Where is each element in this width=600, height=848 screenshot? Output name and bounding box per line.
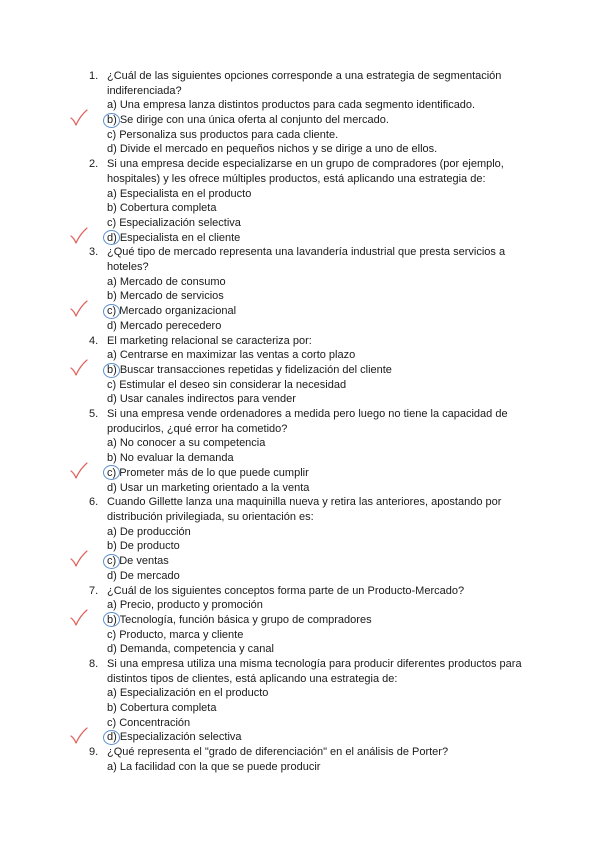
question-number: 5. bbox=[89, 408, 99, 421]
question-text: 4. El marketing relacional se caracteriza por: bbox=[89, 334, 312, 347]
question-text: 9. ¿Qué representa el "grado de diferenciación" en el análisis de Porter? bbox=[89, 746, 449, 759]
answer-option[interactable]: c) De ventas bbox=[107, 555, 169, 568]
question-text: 5. Si una empresa vende ordenadores a medida pero luego no tiene la capacidad de bbox=[89, 408, 508, 421]
question-text: 8. Si una empresa utiliza una misma tecnología para producir diferentes productos para bbox=[89, 658, 522, 670]
answer-option[interactable]: b) Se dirige con una única oferta al conjunto del mercado. bbox=[107, 114, 389, 127]
question-text: hoteles? bbox=[107, 261, 149, 274]
question-5 bbox=[80, 407, 520, 495]
question-text: 1. ¿Cuál de las siguientes opciones corresponde a una estrategia de segmentación bbox=[89, 70, 502, 82]
question-number: 4. bbox=[89, 334, 99, 347]
question-text: 7. ¿Cuál de los siguientes conceptos forma parte de un Producto-Mercado? bbox=[89, 584, 465, 597]
question-text: indiferenciada? bbox=[107, 84, 182, 97]
answer-option[interactable]: a) La facilidad con la que se puede producir bbox=[107, 760, 321, 773]
answer-option[interactable]: d) Especialización selectiva bbox=[107, 731, 242, 744]
answer-option[interactable]: a) No conocer a su competencia bbox=[107, 437, 266, 450]
question-text: 6. Cuando Gillette lanza una maquinilla nueva y retira las anteriores, apostando por bbox=[89, 496, 502, 509]
answer-option[interactable]: d) Usar un marketing orientado a la venta bbox=[107, 481, 310, 494]
question-9 bbox=[80, 745, 520, 774]
answer-option[interactable]: c) Prometer más de lo que puede cumplir bbox=[107, 466, 309, 479]
answer-option[interactable]: c) Estimular el deseo sin considerar la necesidad bbox=[107, 378, 347, 391]
answer-option[interactable]: a) Mercado de consumo bbox=[107, 275, 226, 288]
question-8 bbox=[80, 657, 520, 745]
question-number: 9. bbox=[89, 746, 99, 759]
answer-option[interactable]: d) Mercado perecedero bbox=[107, 319, 222, 332]
answer-option[interactable]: a) Especialización en el producto bbox=[107, 687, 269, 700]
answer-option[interactable]: b) Tecnología, función básica y grupo de compradores bbox=[107, 613, 372, 626]
answer-option[interactable]: b) De producto bbox=[107, 540, 180, 553]
answer-option[interactable]: a) Una empresa lanza distintos productos para cada segmento identificado. bbox=[107, 99, 476, 112]
answer-option[interactable]: b) Cobertura completa bbox=[107, 202, 217, 215]
question-number: 7. bbox=[89, 584, 99, 597]
answer-option[interactable]: a) Especialista en el producto bbox=[107, 187, 252, 200]
answer-option[interactable]: d) Divide el mercado en pequeños nichos y se dirige a uno de ellos. bbox=[107, 143, 438, 156]
answer-option[interactable]: a) Centrarse en maximizar las ventas a corto plazo bbox=[107, 349, 356, 362]
answer-option[interactable]: b) Cobertura completa bbox=[107, 702, 217, 715]
question-text: distribución privilegiada, su orientación es: bbox=[107, 510, 314, 523]
answer-option[interactable]: d) Usar canales indirectos para vender bbox=[107, 393, 296, 406]
answer-option[interactable]: d) De mercado bbox=[107, 569, 180, 582]
answer-option[interactable]: b) Buscar transacciones repetidas y fidelización del cliente bbox=[107, 363, 392, 376]
answer-option[interactable]: c) Especialización selectiva bbox=[107, 216, 241, 229]
answer-option[interactable]: c) Personaliza sus productos para cada cliente. bbox=[107, 128, 339, 141]
answer-option[interactable]: c) Concentración bbox=[107, 716, 191, 729]
question-6 bbox=[80, 495, 520, 583]
question-number: 6. bbox=[89, 496, 99, 509]
question-number: 1. bbox=[89, 70, 99, 82]
question-3 bbox=[80, 245, 520, 333]
question-text: producirlos, ¿qué error ha cometido? bbox=[107, 422, 288, 435]
question-text: 3. ¿Qué tipo de mercado representa una lavandería industrial que presta servicios a bbox=[89, 246, 506, 259]
answer-option[interactable]: c) Producto, marca y cliente bbox=[107, 628, 244, 641]
question-number: 8. bbox=[89, 658, 99, 670]
answer-option[interactable]: d) Demanda, competencia y canal bbox=[107, 643, 274, 656]
question-1 bbox=[80, 69, 520, 157]
answer-option[interactable]: b) No evaluar la demanda bbox=[107, 452, 234, 465]
question-number: 3. bbox=[89, 246, 99, 259]
question-7 bbox=[80, 584, 520, 657]
question-text: distintos tipos de clientes, está aplicando una estrategia de: bbox=[107, 672, 398, 685]
answer-option[interactable]: b) Mercado de servicios bbox=[107, 290, 224, 303]
answer-option[interactable]: d) Especialista en el cliente bbox=[107, 231, 241, 244]
answer-option[interactable]: a) De producción bbox=[107, 525, 191, 538]
question-text: hospitales) y les ofrece múltiples productos, está aplicando una estrategia de: bbox=[107, 172, 486, 185]
question-2 bbox=[80, 157, 520, 245]
question-text: 2. Si una empresa decide especializarse en un grupo de compradores (por ejemplo, bbox=[89, 158, 504, 171]
answer-option[interactable]: a) Precio, producto y promoción bbox=[107, 599, 263, 612]
question-4 bbox=[80, 334, 520, 407]
answer-option[interactable]: c) Mercado organizacional bbox=[107, 305, 237, 318]
question-number: 2. bbox=[89, 158, 99, 171]
